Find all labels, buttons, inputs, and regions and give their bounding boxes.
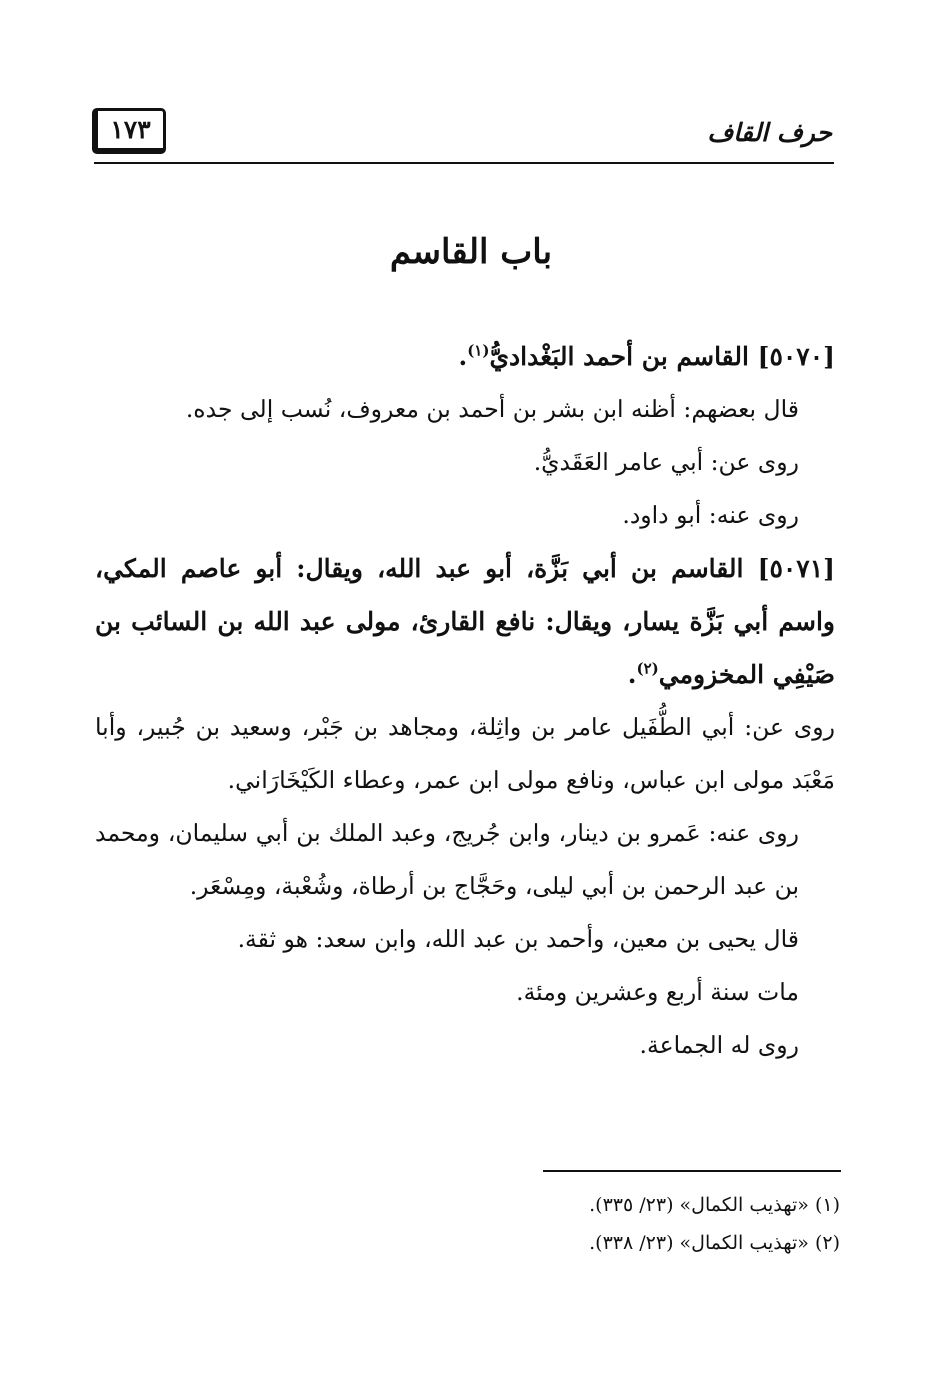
entry-line: روى عنه: أبو داود. xyxy=(622,501,799,529)
entry-line: قال يحيى بن معين، وأحمد بن عبد الله، وابن سعد: هو ثقة. xyxy=(237,925,799,953)
entry-heading-text: [٥٠٧١] القاسم بن أبي بَزَّة، أبو عبد الله، ويقال: أبو عاصم المكي، واسم أبي بَزَّة يسار، ويقال: نافع القارئ، مولى عبد الله بن السائب بن صَيْفِي المخزومي xyxy=(95,554,835,689)
entry-heading xyxy=(95,542,835,701)
entry-heading xyxy=(95,330,835,383)
entry-heading-text: [٥٠٧٠] القاسم بن أحمد البَغْداديُّ xyxy=(489,342,835,371)
chapter-title: باب القاسم xyxy=(389,232,553,272)
header-rule xyxy=(94,162,834,164)
footnote: (٢) «تهذيب الكمال» (٢٣/ ٣٣٨). xyxy=(589,1232,840,1254)
entry-5071 xyxy=(95,542,835,1072)
entry-line: روى له الجماعة. xyxy=(639,1031,799,1059)
entry-line: مات سنة أربع وعشرين ومئة. xyxy=(516,978,799,1006)
entry-paragraph: روى عنه: عَمرو بن دينار، وابن جُريج، وعبد الملك بن أبي سليمان، ومحمد بن عبد الرحمن بن أبي ليلى، وحَجَّاج بن أرطاة، وشُعْبة، ومِسْعَر. xyxy=(95,819,799,900)
footnote-ref: (١) xyxy=(467,341,490,360)
footnotes xyxy=(95,1186,840,1262)
entry-line: قال بعضهم: أظنه ابن بشر بن أحمد بن معروف، نُسب إلى جده. xyxy=(185,395,799,423)
entry-paragraph: روى عن: أبي الطُّفَيل عامر بن واثِلة، ومجاهد بن جَبْر، وسعيد بن جُبير، وأبا مَعْبَد مولى ابن عباس، ونافع مولى ابن عمر، وعطاء الكَيْخَارَاني. xyxy=(95,713,835,794)
footnote-ref: (٢) xyxy=(636,659,659,678)
entry-line: روى عن: أبي عامر العَقَديُّ. xyxy=(533,448,799,476)
heading-end: . xyxy=(627,660,637,689)
running-head: حرف القاف xyxy=(707,118,832,147)
entry-5070 xyxy=(95,330,835,542)
footnote-rule xyxy=(543,1170,841,1172)
heading-end: . xyxy=(458,342,468,371)
page-number: ١٧٣ xyxy=(92,108,166,154)
footnote: (١) «تهذيب الكمال» (٢٣/ ٣٣٥). xyxy=(589,1194,840,1216)
